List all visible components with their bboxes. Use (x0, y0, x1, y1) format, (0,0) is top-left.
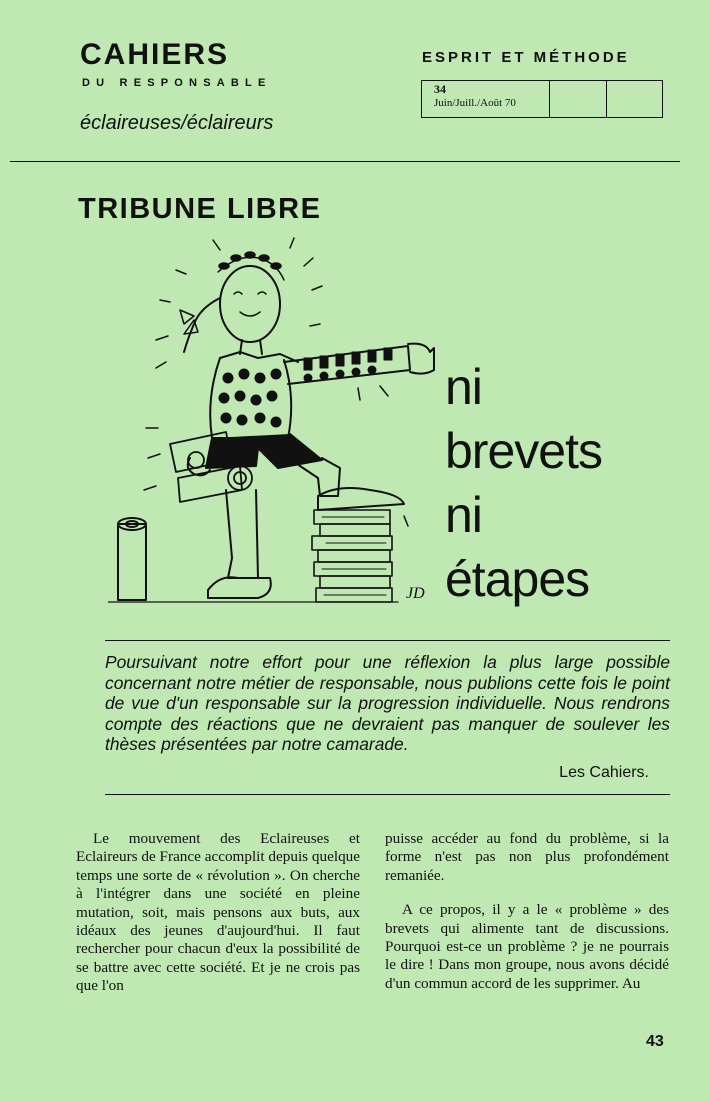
issue-box (421, 80, 663, 118)
motion-lines (144, 238, 408, 526)
head (220, 266, 280, 342)
page-number: 43 (646, 1033, 664, 1050)
intro-bottom-rule (105, 794, 670, 795)
section-label: ESPRIT ET MÉTHODE (422, 49, 630, 66)
header-divider (10, 161, 680, 162)
intro-signature: Les Cahiers. (559, 764, 649, 781)
body-paragraph: Le mouvement des Eclaireuses et Eclaireurs de France accomplit depuis quelque temps une sorte de « révolution ». On cherche à l'intégrer dans une société en pleine mutation, soit, mais pensons aux buts, aux idéaux des jeunes d'aujourd'hui. Il faut rechercher pour chacun d'eux la possibilité de se battre avec cette société. Et je ne crois pas que l'on (76, 830, 360, 995)
title-word: ni (445, 359, 482, 415)
intro-top-rule (105, 640, 670, 641)
issue-date: Juin/Juill./Août 70 (434, 97, 516, 109)
scout-illustration (108, 228, 448, 618)
issue-cell (550, 81, 607, 117)
article-heading: TRIBUNE LIBRE (78, 193, 322, 225)
publication-tagline: éclaireuses/éclaireurs (80, 112, 274, 134)
shorts (206, 434, 322, 468)
medals (219, 369, 281, 427)
book-stack (312, 510, 392, 602)
body-column-left (76, 830, 360, 1012)
illustration-signature: JD (406, 585, 425, 602)
ground-scroll (118, 518, 146, 600)
issue-number: 34 (434, 82, 446, 96)
issue-info (422, 81, 550, 117)
body-paragraph: puisse accéder au fond du problème, si la forme n'est pas non plus profondément remaniée. (385, 830, 669, 884)
publication-subtitle: DU RESPONSABLE (82, 77, 272, 89)
title-word: ni (445, 487, 482, 543)
body-column-right (385, 830, 669, 1009)
left-leg (226, 490, 258, 578)
title-word: brevets (445, 423, 602, 479)
title-word: étapes (445, 551, 590, 607)
intro-paragraph: Poursuivant notre effort pour une réflexion la plus large possible concernant notre métier de responsable, nous publions cette fois le point de vue d'un responsable sur la progression individuelle. Nous rendrons compte des réactions que ne devraient pas manquer de soulever les thèses présentées par notre camarade. (105, 652, 670, 754)
issue-cell (607, 81, 662, 117)
publication-title: CAHIERS (80, 38, 230, 71)
body-paragraph: A ce propos, il y a le « problème » des brevets qui alimente tant de discussions. Pourquoi est-ce un problème ? je ne pourrais le dire ! Dans mon groupe, nous avons décidé d'un commun accord de les supprimer. Au (385, 901, 669, 992)
